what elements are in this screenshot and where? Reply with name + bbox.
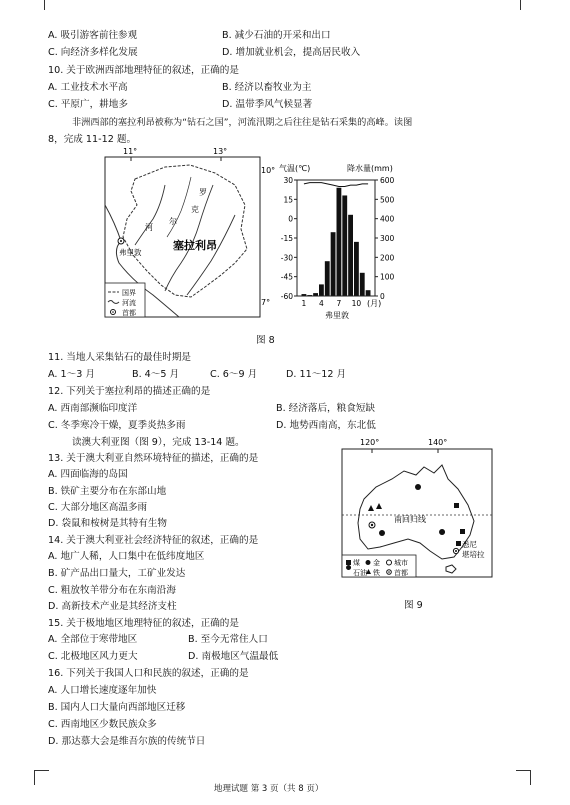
lon-11-label: 11° [123,147,138,156]
q13-option-b: B. 铁矿主要分布在东部山地 [48,486,167,497]
option-d: D. 增加就业机会，提高居民收入 [222,47,361,58]
lon-13-label: 13° [213,147,228,156]
q12-option-a: A. 西南部濒临印度洋 [48,403,138,414]
gold-symbol [415,484,421,490]
q10-option-b: B. 经济以畜牧业为主 [222,82,312,93]
legend-gold: 金 [373,559,380,567]
option-a: A. 吸引游客前往参观 [48,30,138,41]
left-tick-label: 0 [288,214,293,224]
temperature-line [304,183,368,187]
legend-capital: 首都 [394,569,408,577]
q14-stem: 14. 关于澳大利亚社会经济特征的叙述，正确的是 [48,535,259,546]
legend-oil: 石油 [353,569,367,577]
x-tick-label: 1 [301,299,307,308]
fig8-map [95,145,275,320]
x-axis-label: 弗里敦 [325,311,349,320]
precip-bar [325,261,330,296]
lon-120-label: 120° [360,438,380,447]
city-label-canberra: 堪培拉 [462,550,485,559]
precip-bar [319,284,324,296]
coal-symbol [460,529,465,534]
precip-bar [331,232,336,296]
q13-option-c: C. 大部分地区高温多雨 [48,502,148,513]
legend-border: 国界 [122,289,136,297]
gold-symbol [379,530,385,536]
q13-stem: 13. 关于澳大利亚自然环境特征的描述，正确的是 [48,453,259,464]
fig9-map [338,435,498,595]
lon-140-label: 140° [428,438,448,447]
climate-chart [275,162,415,327]
q14-option-b: B. 矿产品出口量大，工矿业发达 [48,568,186,579]
q12-option-b: B. 经济落后，粮食短缺 [276,403,376,414]
oil-symbol [439,529,445,535]
precip-bar [342,195,347,296]
precip-bar [360,273,365,296]
lat-7-label: 7° [261,298,271,307]
river-4 [167,177,191,237]
page-footer: 地理试题 第 3 页（共 8 页） [214,784,324,794]
option-c: C. 向经济多样化发展 [48,47,138,58]
intro-fig8-line2: 8，完成 11-12 题。 [48,134,137,145]
legend-city: 城市 [394,559,408,567]
river-label-ke: 克 [191,205,199,214]
precip-bar [366,290,371,296]
q16-option-b: B. 国内人口大量向西部地区迁移 [48,702,186,713]
legend-iron: 铁 [373,569,380,577]
river-label-luo: 罗 [199,188,207,197]
city-label-sydney: 悉尼 [462,540,477,549]
right-tick-label: 200 [380,253,395,263]
legend-river: 河流 [122,299,136,307]
crop-mark-bottom-left [34,770,49,785]
left-tick-label: -15 [280,234,293,243]
q11-option-a: A. 1～3 月 [48,369,95,380]
left-tick-label: -30 [280,253,293,263]
q14-option-c: C. 粗放牧羊带分布在东南沿海 [48,585,176,596]
q11-option-b: B. 4～5 月 [132,369,180,380]
x-tick-label: 10 [351,299,362,308]
right-tick-label: 100 [380,272,395,282]
q15-option-d: D. 南极地区气温最低 [188,651,279,662]
q12-option-c: C. 冬季寒冷干燥，夏季炎热多雨 [48,420,186,431]
q10-option-c: C. 平原广，耕地多 [48,99,128,110]
q13-option-a: A. 四面临海的岛国 [48,469,128,480]
q15-option-c: C. 北极地区风力更大 [48,651,138,662]
fig8-caption: 图 8 [256,335,275,346]
q13-option-d: D. 袋鼠和桉树是其特有生物 [48,518,168,529]
left-tick-label: -60 [280,292,293,301]
crop-mark-bottom-right [516,770,531,785]
q15-stem: 15. 关于极地地区地理特征的叙述，正确的是 [48,618,239,629]
national-border [123,165,247,297]
right-tick-label: 300 [380,234,395,243]
x-tick-label: 4 [319,299,324,308]
precip-bar [354,242,359,296]
fig9-caption: 图 9 [404,600,423,611]
q12-option-d: D. 地势西南高，东北低 [276,420,376,431]
intro-fig8-line1: 非洲西部的塞拉利昂被称为“钻石之国”，河流汛期之后往往是钻石采集的高峰。读图 [72,117,413,128]
right-tick-label: 400 [380,214,395,224]
x-unit: (月) [367,299,382,308]
q16-option-c: C. 西南地区少数民族众多 [48,719,157,730]
country-label: 塞拉利昂 [173,239,217,252]
crop-mark-top-right [520,0,535,10]
option-b: B. 减少石油的开采和出口 [222,30,331,41]
right-axis-label: 降水量(mm) [347,164,393,173]
right-tick-label: 600 [380,176,395,185]
q15-option-b: B. 至今无常住人口 [188,634,268,645]
left-tick-label: -45 [280,272,293,282]
crop-mark-top-left [30,0,45,10]
q16-option-a: A. 人口增长速度逐年加快 [48,685,157,696]
intro-fig9: 读澳大利亚图（图 9），完成 13-14 题。 [72,437,245,448]
capital-label: 弗里敦 [119,248,142,257]
q11-option-d: D. 11～12 月 [286,369,347,380]
q11-option-c: C. 6～9 月 [210,369,258,380]
q16-option-d: D. 那达慕大会是维吾尔族的传统节日 [48,736,206,747]
lat-10-label: 10° [261,166,275,175]
x-tick-label: 7 [336,299,342,308]
q16-stem: 16. 下列关于我国人口和民族的叙述，正确的是 [48,668,249,679]
coal-symbol [456,541,461,546]
tasmania [446,565,456,573]
precip-bar [337,188,342,296]
legend-capital: 首都 [122,309,136,317]
left-tick-label: 15 [283,195,293,205]
river-1 [165,185,213,291]
left-tick-label: 30 [283,176,293,185]
q14-option-d: D. 高新技术产业是其经济支柱 [48,601,177,612]
right-tick-label: 0 [380,292,385,301]
q10-option-a: A. 工业技术水平高 [48,82,128,93]
q10-option-d: D. 温带季风气候显著 [222,99,313,110]
right-tick-label: 500 [380,195,395,205]
river-label-er: 尔 [169,217,177,226]
q12-stem: 12. 下列关于塞拉利昂的描述正确的是 [48,386,211,397]
q11-stem: 11. 当地人采集钻石的最佳时期是 [48,352,192,363]
precip-bar [348,215,353,296]
q15-option-a: A. 全部位于寒带地区 [48,634,138,645]
coal-symbol [454,503,459,508]
river-3 [187,215,235,295]
left-axis-label: 气温(℃) [279,164,311,173]
tropic-label: 南回归线 [394,515,426,524]
river-label-he: 河 [145,223,153,232]
q10-stem: 10. 关于欧洲西部地理特征的叙述，正确的是 [48,65,239,76]
q14-option-a: A. 地广人稀，人口集中在低纬度地区 [48,551,205,562]
legend-coal: 煤 [353,559,360,567]
river-2 [135,185,165,245]
